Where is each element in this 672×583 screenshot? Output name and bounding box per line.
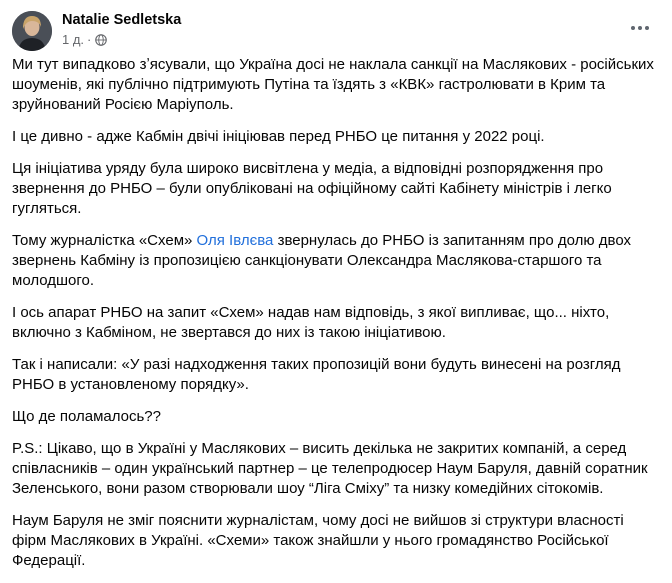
meta-separator: · — [87, 32, 92, 47]
author-name[interactable]: Natalie Sedletska — [62, 12, 182, 28]
paragraph-6: Так і написали: «У разі надходження таких пропозицій вони будуть винесені на розгляд РНБО в установленому порядку». — [12, 356, 621, 393]
paragraph-4 — [12, 231, 662, 291]
paragraph-2: І це дивно - адже Кабмін двічі ініціював перед РНБО це питання у 2022 році. — [12, 128, 545, 145]
post-header — [12, 10, 660, 50]
globe-icon[interactable] — [95, 34, 107, 46]
paragraph-8: P.S.: Цікаво, що в Україні у Маслякових – висить декілька не закритих компаній, а серед співласників – один український партнер – це телепродюсер Наум Баруля, давній соратник Зеленського, вони разом створювали шоу “Ліга Сміху” та низку комедійних сітокомів. — [12, 440, 648, 497]
paragraph-9: Наум Баруля не зміг пояснити журналістам, чому досі не вийшов зі структури власності фірм Маслякових в Україні. «Схеми» також знайшли у нього громадянство Російської Федерації. — [12, 512, 624, 569]
paragraph-1: Ми тут випадково зʼясували, що Україна досі не наклала санкції на Маслякових - російських шоуменів, які публічно підтримують Путіна та їздять з «КВК» гастролювати в Крим та зруйнований Росією Маріуполь. — [12, 56, 654, 113]
paragraph-7: Що де поламалось?? — [12, 408, 161, 425]
post-meta — [62, 32, 107, 47]
paragraph-4-end: звернулась до РНБО із запитанням про долю двох звернень Кабміну із пропозицією санкціонувати Олександра Маслякова-старшого та молодшого. — [12, 232, 632, 289]
more-dot-icon — [638, 26, 642, 30]
post-time[interactable]: 1 д. — [62, 32, 85, 47]
more-dot-icon — [645, 26, 649, 30]
paragraph-3: Ця ініціатива уряду була широко висвітлена у медіа, а відповідні розпорядження про звернення до РНБО – були опубліковані на офіційному сайті Кабінету міністрів і легко гугляться. — [12, 160, 612, 217]
more-options-button[interactable] — [626, 18, 654, 38]
avatar-image — [12, 11, 52, 51]
mention-link[interactable]: Оля Івлєва — [196, 232, 274, 249]
avatar[interactable] — [12, 11, 52, 51]
paragraph-4-start: Тому журналістка «Схем» — [12, 232, 197, 249]
more-dot-icon — [631, 26, 635, 30]
paragraph-5: І ось апарат РНБО на запит «Схем» надав нам відповідь, з якої випливає, що... ніхто, включно з Кабміном, не звертався до них із такою ініціативою. — [12, 304, 610, 341]
post-body — [12, 55, 662, 583]
